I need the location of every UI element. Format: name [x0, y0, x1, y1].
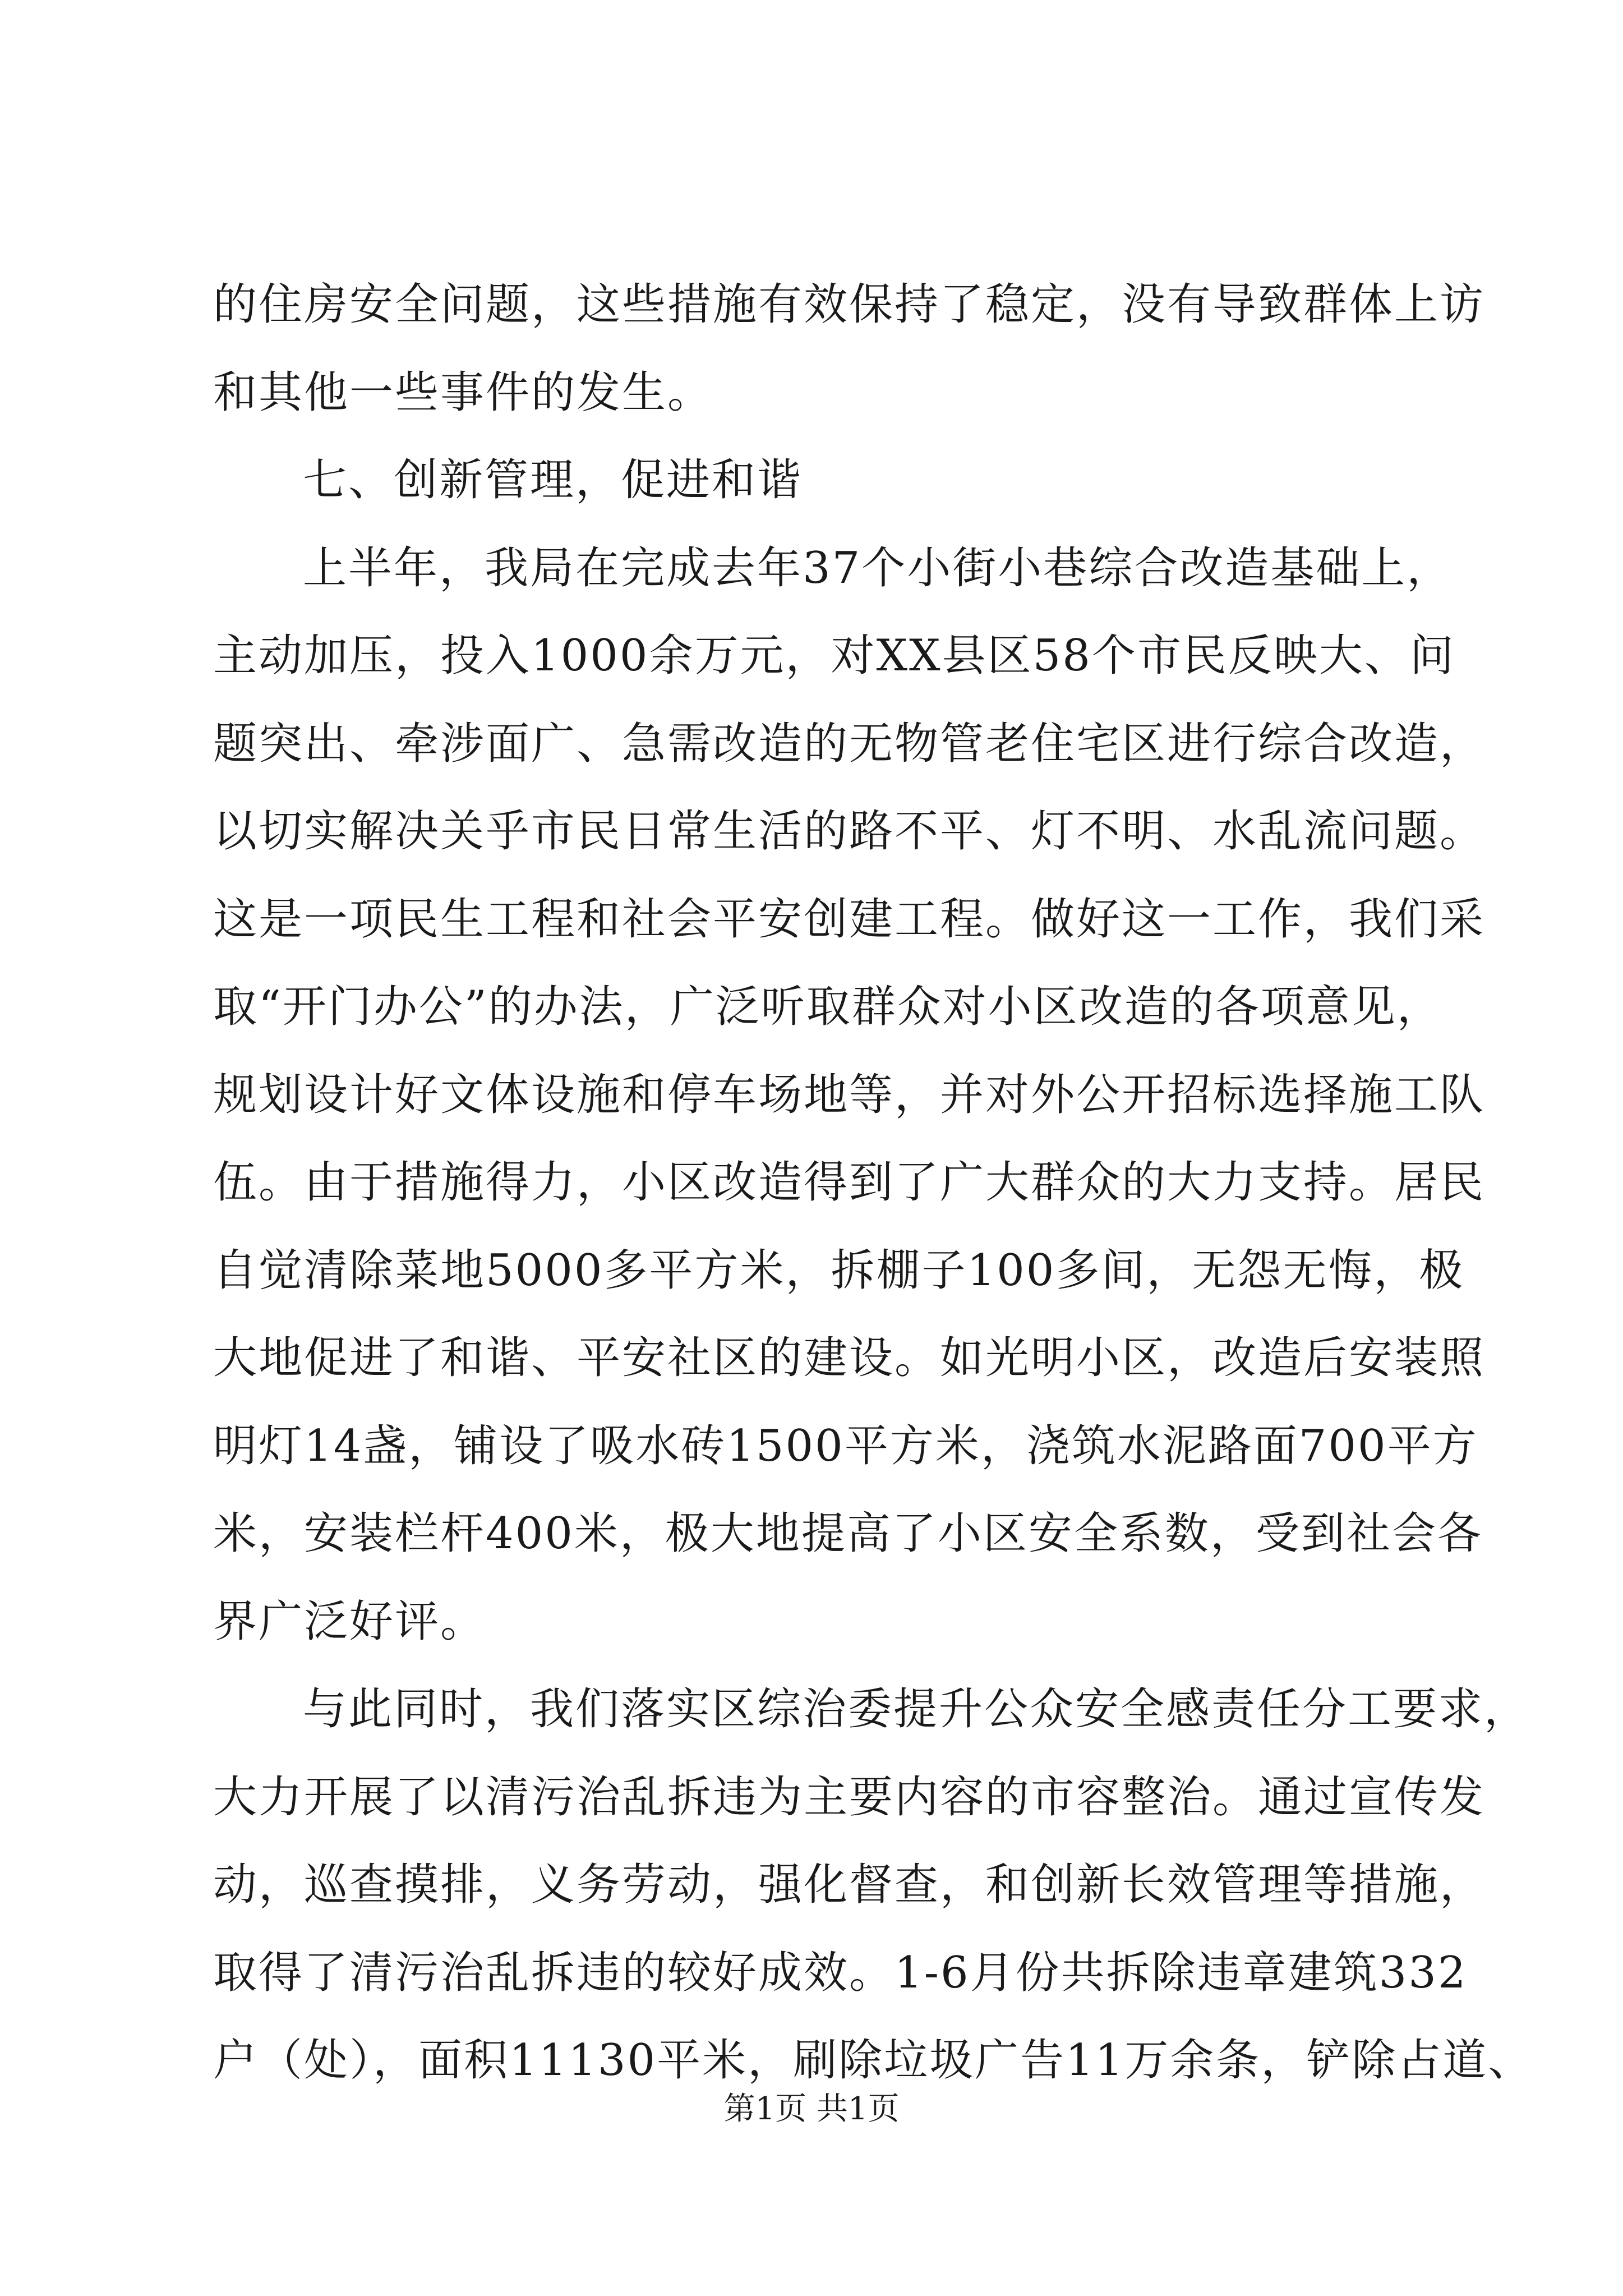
text-line: 户（处），面积11130平米，刷除垃圾广告11万余条，铲除占道、 — [213, 2035, 1534, 2086]
text-line: 主动加压，投入1000余万元，对XX县区58个市民反映大、问 — [213, 631, 1455, 681]
text-line: 这是一项民生工程和社会平安创建工程。做好这一工作，我们采 — [213, 894, 1486, 945]
text-line: 大力开展了以清污治乱拆违为主要内容的市容整治。通过宣传发 — [213, 1772, 1486, 1823]
text-line: 以切实解决关乎市民日常生活的路不平、灯不明、水乱流问题。 — [213, 806, 1486, 857]
text-line: 题突出、牵涉面广、急需改造的无物管老住宅区进行综合改造， — [213, 718, 1486, 769]
text-line: 的住房安全问题，这些措施有效保持了稳定，没有导致群体上访 — [213, 279, 1486, 330]
text-line: 动，巡查摸排，义务劳动，强化督查，和创新长效管理等措施， — [213, 1860, 1486, 1910]
text-line: 明灯14盏，铺设了吸水砖1500平方米，浇筑水泥路面700平方 — [213, 1420, 1478, 1471]
text-line: 七、创新管理，促进和谐 — [303, 455, 803, 505]
text-line: 取“开门办公”的办法，广泛听取群众对小区改造的各项意见， — [213, 982, 1442, 1032]
body-text — [213, 261, 1534, 2105]
text-line: 和其他一些事件的发生。 — [213, 367, 713, 418]
text-line: 与此同时，我们落实区综治委提升公众安全感责任分工要求， — [303, 1684, 1530, 1734]
page-footer: 第1页 共1页 — [723, 2091, 900, 2127]
text-line: 自觉清除菜地5000多平方米，拆棚子100多间，无怨无悔，极 — [213, 1245, 1465, 1296]
text-line: 伍。由于措施得力，小区改造得到了广大群众的大力支持。居民 — [213, 1157, 1486, 1208]
text-line: 规划设计好文体设施和停车场地等，并对外公开招标选择施工队 — [213, 1069, 1486, 1120]
text-line: 界广泛好评。 — [213, 1596, 486, 1647]
text-line: 大地促进了和谐、平安社区的建设。如光明小区，改造后安装照 — [213, 1333, 1486, 1383]
text-line: 取得了清污治乱拆违的较好成效。1-6月份共拆除违章建筑332 — [213, 1947, 1468, 1998]
text-line: 米，安装栏杆400米，极大地提高了小区安全系数，受到社会各 — [213, 1508, 1483, 1559]
text-line: 上半年，我局在完成去年37个小街小巷综合改造基础上， — [303, 542, 1453, 593]
